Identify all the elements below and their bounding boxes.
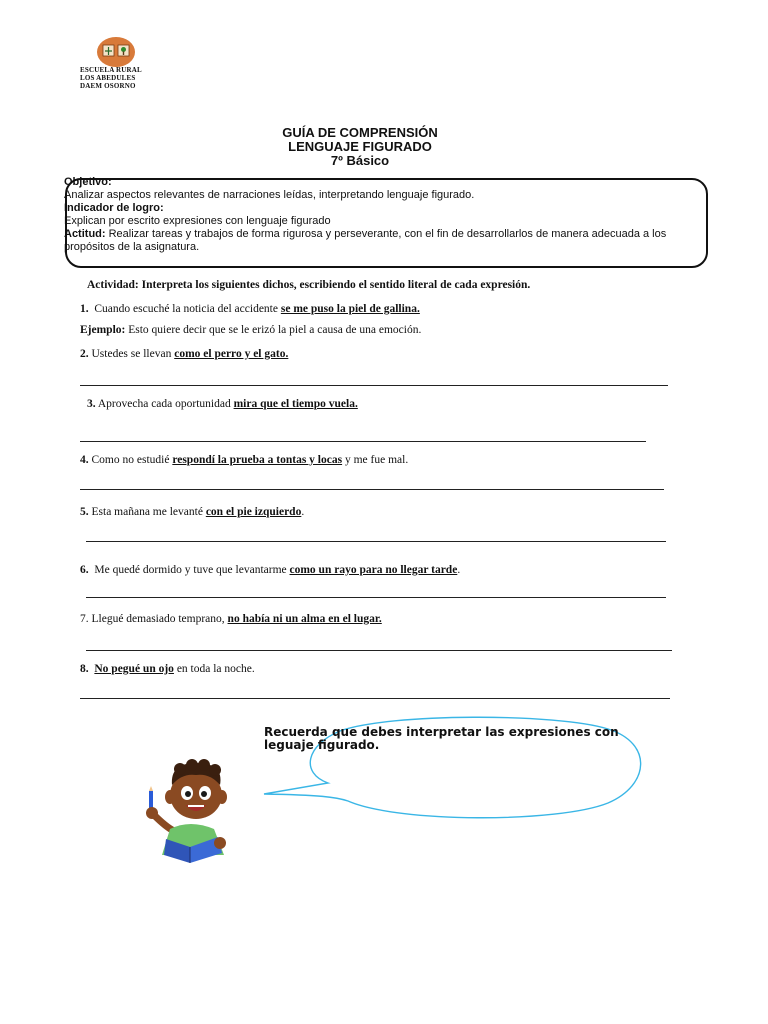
student-illustration <box>140 755 240 867</box>
question-5 <box>80 505 304 519</box>
figurative-expression: como un rayo para no llegar tarde <box>289 564 458 576</box>
question-text: Me quedé dormido y tuve que levantarme <box>88 564 290 576</box>
figurative-expression: con el pie izquierdo <box>205 506 302 518</box>
indicador-text: Explican por escrito expresiones con lenguaje figurado <box>64 215 331 227</box>
question-1 <box>80 302 420 316</box>
question-text: Ustedes se llevan <box>88 348 175 360</box>
school-name <box>80 66 142 90</box>
question-8 <box>80 662 255 676</box>
actitud-text: Realizar tareas y trabajos de forma rigurosa y perseverante, con el fin de desarrollarlos de manera adecuada a los propósitos de la asignatura. <box>64 228 667 253</box>
question-text: Como no estudié <box>88 454 173 466</box>
objetivo-text: Analizar aspectos relevantes de narraciones leídas, interpretando lenguaje figurado. <box>64 189 475 201</box>
activity-instruction <box>87 279 530 291</box>
question-number: 4. <box>80 454 89 466</box>
question-text-end: en toda la noche. <box>173 663 255 675</box>
question-number: 1. <box>80 303 89 315</box>
question-4 <box>80 453 408 467</box>
figurative-expression: no había ni un alma en el lugar. <box>227 613 382 625</box>
grade-label: 7º Básico <box>330 153 390 168</box>
figurative-expression: No pegué un ojo <box>94 663 174 675</box>
question-2 <box>80 347 288 361</box>
objective-text <box>64 176 704 254</box>
question-text-end: . <box>457 564 461 576</box>
indicador-label: Indicador de logro: <box>64 202 164 214</box>
activity-text: Interpreta los siguientes dichos, escribiendo el sentido literal de cada expresión. <box>138 279 531 291</box>
reminder-text: Recuerda que debes interpretar las expresiones con leguaje figurado. <box>264 725 619 752</box>
question-text: Cuando escuché la noticia del accidente <box>88 303 281 315</box>
figurative-expression: se me puso la piel de gallina. <box>280 303 420 315</box>
answer-line-6[interactable] <box>86 597 666 598</box>
question-number: 7. <box>80 613 89 625</box>
example <box>80 323 421 337</box>
answer-line-4[interactable] <box>80 489 664 490</box>
page-title: GUÍA DE COMPRENSIÓN <box>282 125 438 140</box>
school-logo <box>96 36 136 68</box>
answer-line-7[interactable] <box>86 650 672 651</box>
figurative-expression: como el perro y el gato. <box>174 348 289 360</box>
question-6 <box>80 563 460 577</box>
question-number: 6. <box>80 564 89 576</box>
question-7 <box>80 612 382 626</box>
question-number: 8. <box>80 663 89 675</box>
school-line-1: ESCUELA RURAL <box>80 66 142 74</box>
objetivo-label: Objetivo: <box>64 176 112 188</box>
example-label: Ejemplo: <box>80 324 126 336</box>
question-number: 5. <box>80 506 89 518</box>
answer-line-5[interactable] <box>86 541 666 542</box>
example-text: Esto quiere decir que se le erizó la piel a causa de una emoción. <box>125 324 422 336</box>
question-3 <box>87 397 358 411</box>
figurative-expression: mira que el tiempo vuela. <box>233 398 358 410</box>
page-subtitle: LENGUAJE FIGURADO <box>288 139 432 154</box>
question-text: Aprovecha cada oportunidad <box>95 398 234 410</box>
answer-line-3[interactable] <box>80 441 646 442</box>
activity-label: Actividad: <box>87 279 139 291</box>
answer-line-2[interactable] <box>80 385 668 386</box>
figurative-expression: respondí la prueba a tontas y locas <box>172 454 343 466</box>
question-text: Llegué demasiado temprano, <box>88 613 228 625</box>
question-number: 3. <box>87 398 96 410</box>
actitud-label: Actitud: <box>64 228 106 240</box>
school-line-2: LOS ABEDULES <box>80 74 136 82</box>
question-text-end: . <box>301 506 305 518</box>
question-number: 2. <box>80 348 89 360</box>
question-text-end: y me fue mal. <box>342 454 409 466</box>
school-line-3: DAEM OSORNO <box>80 82 136 90</box>
answer-line-8[interactable] <box>80 698 670 699</box>
question-text: Esta mañana me levanté <box>88 506 206 518</box>
